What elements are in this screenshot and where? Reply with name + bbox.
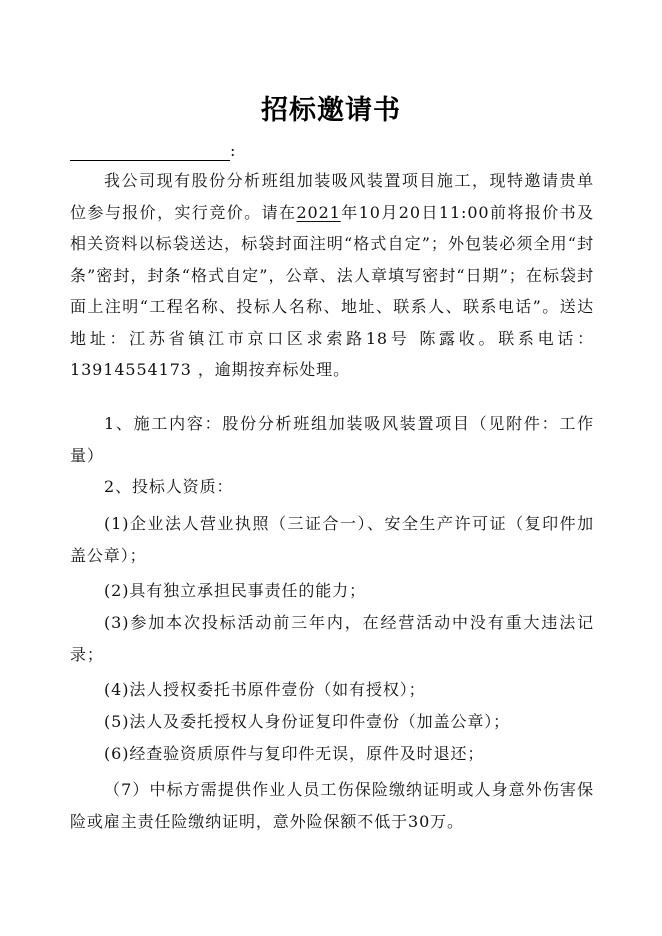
recipient-blank [70,144,230,161]
bidder-qualification-heading: 2、投标人资质： [104,477,234,496]
qualification-5: (5)法人及委托授权人身份证复印件壹份（加盖公章）； [104,712,511,731]
qualification-2: (2)具有独立承担民事责任的能力； [104,581,366,600]
intro-paragraph [70,165,594,386]
qualification-3: (3)参加本次投标活动前三年内，在经营活动中没有重大违法记录； [70,613,594,664]
qualification-4: (4)法人授权委托书原件壹份（如有授权）； [104,680,426,699]
intro-year: 2021 [296,202,341,222]
qualification-6: (6)经查验资质原件与复印件无误，原件及时退还； [104,744,485,763]
intro-text-part2: 年10月20日11:00前将报价书及相关资料以标袋送达，标袋封面注明“格式自定”；外包装必须全用“封条”密封，封条“格式自定”，公章、法人章填写密封“日期”；在标袋封面上注明“工程名称、投标人名称、地址、联系人、联系电话”。送达地址：江苏省镇江市京口区求索路18号 陈露收。联系电话：13914554173 ，逾期按弃标处理。 [70,202,595,379]
construction-content-item: 1、施工内容：股份分析班组加装吸风装置项目（见附件：工作量） [70,414,594,465]
salutation-line [70,141,235,161]
document-title: 招标邀请书 [261,95,401,126]
intro-text-part1: 我公司现有股份分析班组加装吸风装置项目施工，现特邀请贵单位参与报价，实行竞价。请在 [70,171,594,222]
salutation-colon: : [230,141,236,160]
qualification-7: （7）中标方需提供作业人员工伤保险缴纳证明或人身意外伤害保险或雇主责任险缴纳证明，意外险保额不低于30万。 [70,780,594,831]
qualification-1: (1)企业法人营业执照（三证合一）、安全生产许可证（复印件加盖公章）； [70,514,594,565]
